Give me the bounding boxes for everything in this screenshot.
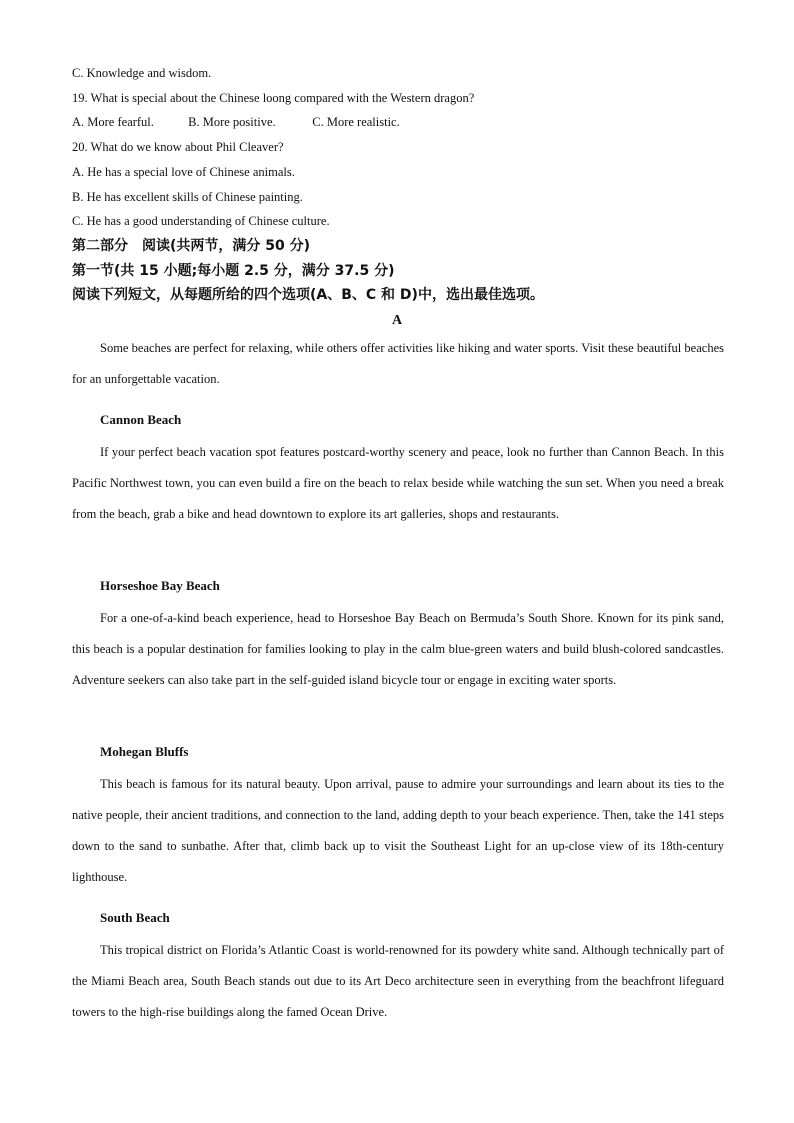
q20-option-c: C. He has a good understanding of Chinese culture. (72, 214, 330, 228)
beach-heading-south: South Beach (100, 910, 170, 925)
beach-heading-horseshoe: Horseshoe Bay Beach (100, 578, 220, 593)
beach-text-mohegan: This beach is famous for its natural beauty. Upon arrival, pause to admire your surroundings and learn about its ties to the native people, their ancient traditions, and connection to the land, adding depth to your beach experience. Then, take the 141 steps down to the sand to sunbathe. After that, climb back up to visit the Southeast Light for an up-close view of its 18th-century lighthouse. (72, 777, 724, 884)
q20-stem: 20. What do we know about Phil Cleaver? (72, 140, 284, 154)
q19-option-c: C. More realistic. (312, 115, 400, 129)
q19-options (72, 114, 400, 130)
instruction: 阅读下列短文，从每题所给的四个选项(A、B、C 和 D)中，选出最佳选项。 (72, 287, 544, 303)
q19-stem: 19. What is special about the Chinese loong compared with the Western dragon? (72, 91, 475, 105)
q19-option-b: B. More positive. (188, 115, 276, 129)
beach-heading-cannon: Cannon Beach (100, 412, 182, 427)
beach-text-south: This tropical district on Florida’s Atlantic Coast is world-renowned for its powdery white sand. Although technically part of the Miami Beach area, South Beach stands out due to its Art Deco architecture seen in everything from the beachfront lifeguard towers to the high-rise buildings along the famed Ocean Drive. (72, 943, 724, 1019)
beach-text-horseshoe: For a one-of-a-kind beach experience, head to Horseshoe Bay Beach on Bermuda’s South Shore. Known for its pink sand, this beach is a popular destination for families looking to play in the calm blue-green waters and build blush-colored sandcastles. Adventure seekers can also take part in the self-guided island bicycle tour or engage in exciting water sports. (72, 611, 724, 687)
passage-letter: A (391, 313, 403, 328)
passage-intro: Some beaches are perfect for relaxing, while others offer activities like hiking and water sports. Visit these beautiful beaches for an unforgettable vacation. (72, 341, 724, 386)
q18-option-c: C. Knowledge and wisdom. (72, 66, 212, 80)
beach-heading-mohegan: Mohegan Bluffs (100, 744, 189, 759)
beach-text-cannon: If your perfect beach vacation spot features postcard-worthy scenery and peace, look no further than Cannon Beach. In this Pacific Northwest town, you can even build a fire on the beach to relax beside while watching the sun set. When you need a break from the beach, grab a bike and head downtown to explore its art galleries, shops and restaurants. (72, 445, 724, 521)
subsection-title: 第一节(共 15 小题;每小题 2.5 分，满分 37.5 分) (72, 263, 395, 279)
q19-option-a: A. More fearful. (72, 115, 154, 129)
q20-option-b: B. He has excellent skills of Chinese painting. (72, 190, 303, 204)
q20-option-a: A. He has a special love of Chinese animals. (72, 165, 295, 179)
part-title: 第二部分 阅读(共两节，满分 50 分) (72, 238, 311, 254)
